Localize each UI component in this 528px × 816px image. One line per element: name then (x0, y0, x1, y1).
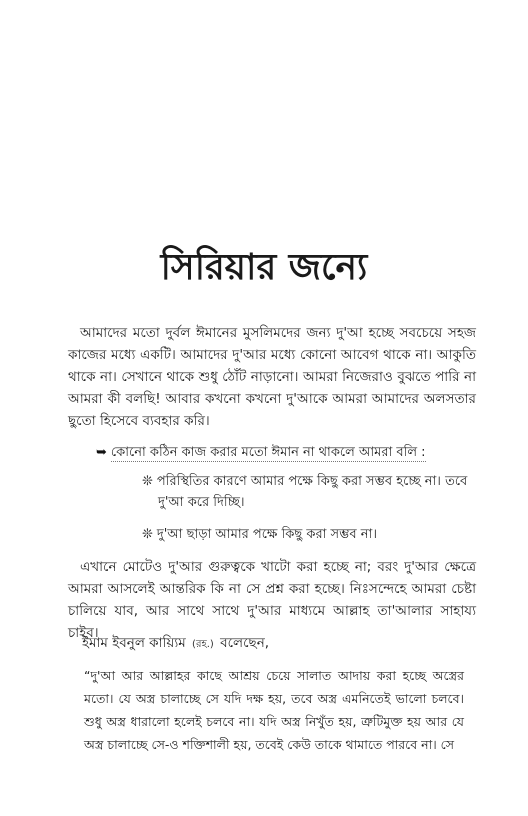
bullet-text-line2: দু'আ করে দিচ্ছি। (158, 495, 245, 510)
chapter-title: সিরিয়ার জন্যে (160, 247, 368, 289)
bullet-text-line1: পরিস্থিতির কারণে আমার পক্ষে কিছু করা সম্ভব হচ্ছে না। তবে (156, 474, 468, 489)
quote-author: ইমাম ইবনুল কায়্যিম (82, 635, 186, 651)
lead-in-text: কোনো কঠিন কাজ করার মতো ঈমান না থাকলে আমরা বলি : (110, 445, 426, 460)
lead-in-line (96, 443, 456, 463)
second-paragraph: এখানে মোটেও দু'আর গুরুত্বকে খাটো করা হচ্ছে না; বরং দু'আর ক্ষেত্রে আমরা আসলেই আন্তরিক কি না সে প্রশ্ন করা হচ্ছে। নিঃসন্দেহে আমরা চেষ্টা চালিয়ে যাব, আর সাথে সাথে দু'আর মাধ্যমে আল্লাহ তা'আলার সাহায্য চাইব। (68, 559, 476, 641)
honorific-mark: (রহ.) (192, 639, 214, 650)
intro-paragraph: আমাদের মতো দুর্বল ঈমানের মুসলিমদের জন্য দু'আ হচ্ছে সবচেয়ে সহজ কাজের মধ্যে একটি। আমাদের দু'আর মধ্যে কোনো আবেগ থাকে না। আকুতি থাকে না। সেখানে থাকে শুধু ঠোঁট নাড়ানো। আমরা নিজেরাও বুঝতে পারি না আমরা কী বলছি! আবার কখনো কখনো দু'আকে আমরা আমাদের অলসতার ছুতো হিসেবে ব্যবহার করি। (68, 325, 476, 429)
right-arrow-icon: ➥ (96, 445, 107, 460)
bullet-item (142, 471, 472, 513)
bullet-star-icon: ❊ (142, 474, 153, 489)
quote-text: “দু'আ আর আল্লাহর কাছে আশ্রয় চেয়ে সালাত আদায় করা হচ্ছে অস্ত্রের মতো। যে অস্ত্র চালাচ্ছে সে যদি দক্ষ হয়, তবে অস্ত্র এমনিতেই ভালো চলবে। শুধু অস্ত্র ধারালো হলেই চলবে না। যদি অস্ত্র নিখুঁত হয়, ত্রুটিমুক্ত হয় আর যে অস্ত্র চালাচ্ছে সে-ও শক্তিশালী হয়, তবেই কেউ তাকে থামাতে পারবে না। সে (84, 668, 464, 752)
bullet-text-line1: দু'আ ছাড়া আমার পক্ষে কিছু করা সম্ভব না। (156, 527, 377, 542)
bullet-item (142, 524, 472, 545)
bullet-star-icon: ❊ (142, 527, 153, 542)
quote-attribution (82, 632, 269, 656)
quote-verb: বলেছেন, (220, 635, 270, 651)
